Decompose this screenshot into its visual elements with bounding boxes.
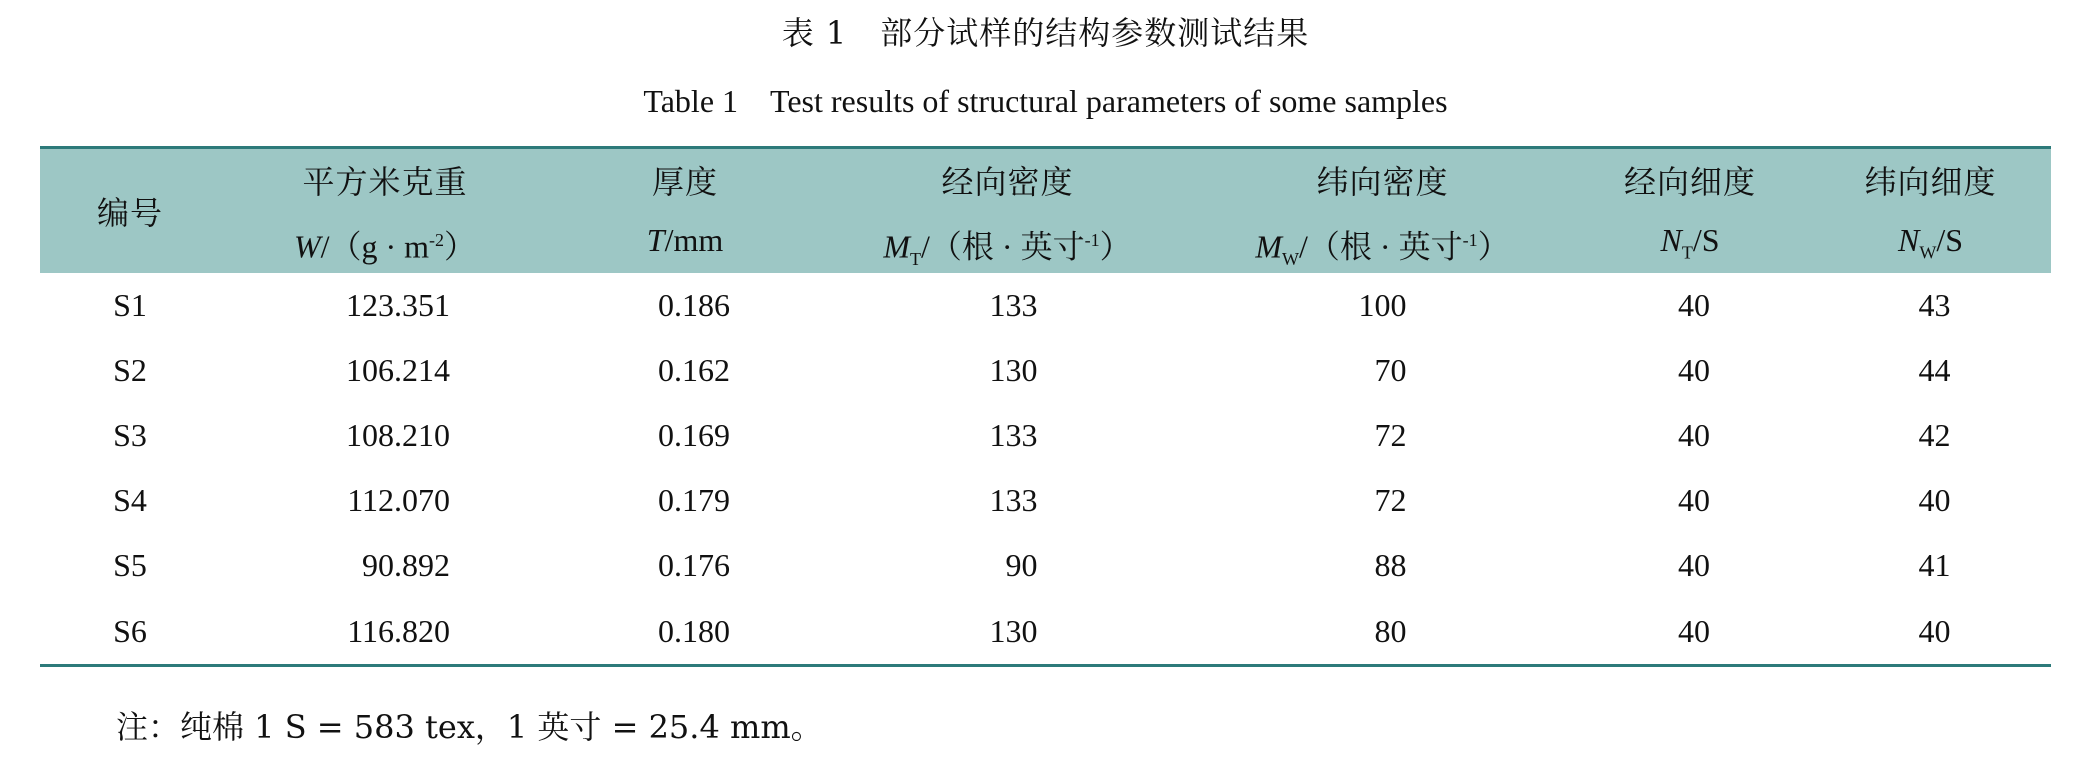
header-thickness-unit: T/mm bbox=[646, 222, 724, 258]
cell-weft-density: 80 bbox=[1374, 612, 1407, 649]
cell-weft-fineness: 44 bbox=[1918, 352, 1951, 388]
header-warp-density bbox=[820, 148, 1195, 274]
cell-areal-weight: 106.214 bbox=[346, 352, 450, 388]
cell-warp-fineness: 40 bbox=[1678, 287, 1710, 323]
cell-warp-density: 133 bbox=[989, 287, 1038, 323]
header-thickness-label: 厚度 bbox=[651, 163, 718, 201]
header-thickness bbox=[550, 148, 820, 274]
table-row bbox=[40, 533, 2051, 598]
header-weft-density-unit: $M_W/$（根 · 英寸$^{-1}$） bbox=[1255, 228, 1510, 270]
header-row bbox=[40, 148, 2051, 274]
cell-thickness: 0.186 bbox=[658, 287, 730, 323]
cell-weft-density: 88 bbox=[1374, 547, 1407, 583]
cell-warp-density: 90 bbox=[1005, 547, 1038, 583]
header-areal-weight-unit: $W/(g \cdot m^{-2})$ bbox=[293, 228, 477, 265]
cell-warp-density: 133 bbox=[989, 417, 1038, 453]
cell-weft-density: 100 bbox=[1358, 287, 1407, 323]
header-weft-density bbox=[1195, 148, 1570, 274]
results-table-container bbox=[40, 146, 2051, 667]
cell-weft-fineness: 42 bbox=[1918, 417, 1951, 453]
cell-weft-density: 70 bbox=[1374, 352, 1407, 388]
cell-weft-fineness: 41 bbox=[1918, 547, 1951, 583]
cell-weft-density: 72 bbox=[1374, 417, 1407, 453]
cell-warp-fineness: 40 bbox=[1678, 417, 1710, 453]
header-warp-density-unit: $M_T/$（根 · 英寸$^{-1}$） bbox=[883, 228, 1132, 270]
cell-weft-fineness: 43 bbox=[1918, 287, 1951, 323]
header-weft-fineness-label: 纬向细度 bbox=[1864, 163, 1997, 201]
cell-weft-fineness: 40 bbox=[1918, 482, 1951, 518]
cell-thickness: 0.162 bbox=[658, 352, 730, 388]
header-warp-fineness-label: 经向细度 bbox=[1623, 163, 1756, 201]
header-weft-fineness-unit: $N_W/S$ bbox=[1897, 222, 1964, 263]
table-row bbox=[40, 468, 2051, 533]
header-warp-fineness-unit: $N_T/S$ bbox=[1660, 222, 1720, 263]
table-body bbox=[40, 273, 2051, 666]
cell-warp-fineness: 40 bbox=[1678, 352, 1710, 388]
table-row bbox=[40, 598, 2051, 666]
table-row bbox=[40, 273, 2051, 338]
cell-sample-id: S6 bbox=[113, 612, 147, 649]
cell-sample-id: S2 bbox=[113, 352, 147, 388]
table-row bbox=[40, 338, 2051, 403]
cell-warp-fineness: 40 bbox=[1678, 482, 1710, 518]
cell-thickness: 0.176 bbox=[658, 547, 730, 583]
cell-weft-density: 72 bbox=[1374, 482, 1407, 518]
cell-sample-id: S3 bbox=[113, 417, 147, 453]
table-footnote: 注：纯棉 1 S = 583 tex，1 英寸 = 25.4 mm。 bbox=[116, 708, 823, 746]
table-header bbox=[40, 148, 2051, 274]
cell-sample-id: S5 bbox=[113, 547, 147, 583]
cell-sample-id: S1 bbox=[113, 287, 147, 323]
header-sample-id: 编号 bbox=[96, 194, 163, 232]
cell-warp-density: 130 bbox=[989, 612, 1038, 649]
header-areal-weight bbox=[220, 148, 550, 274]
results-table bbox=[40, 146, 2051, 667]
cell-thickness: 0.169 bbox=[658, 417, 730, 453]
cell-areal-weight: 123.351 bbox=[346, 287, 450, 323]
cell-weft-fineness: 40 bbox=[1918, 612, 1951, 649]
cell-areal-weight: 112.070 bbox=[347, 482, 450, 518]
table-caption-chinese: 表 1 部分试样的结构参数测试结果 bbox=[781, 14, 1310, 52]
cell-warp-fineness: 40 bbox=[1678, 547, 1710, 583]
cell-areal-weight: 116.820 bbox=[347, 612, 450, 649]
cell-thickness: 0.180 bbox=[658, 612, 730, 649]
header-warp-fineness bbox=[1570, 148, 1810, 274]
cell-areal-weight: 108.210 bbox=[346, 417, 450, 453]
cell-warp-density: 133 bbox=[989, 482, 1038, 518]
table-caption-english: Table 1 Test results of structural parameters of some samples bbox=[643, 83, 1448, 119]
cell-sample-id: S4 bbox=[113, 482, 147, 518]
header-warp-density-label: 经向密度 bbox=[941, 163, 1074, 201]
cell-warp-density: 130 bbox=[989, 352, 1038, 388]
cell-warp-fineness: 40 bbox=[1678, 612, 1710, 649]
header-areal-weight-label: 平方米克重 bbox=[302, 163, 468, 201]
cell-thickness: 0.179 bbox=[658, 482, 730, 518]
header-weft-density-label: 纬向密度 bbox=[1316, 163, 1449, 201]
table-row bbox=[40, 403, 2051, 468]
header-weft-fineness bbox=[1810, 148, 2051, 274]
cell-areal-weight: 90.892 bbox=[362, 547, 450, 583]
